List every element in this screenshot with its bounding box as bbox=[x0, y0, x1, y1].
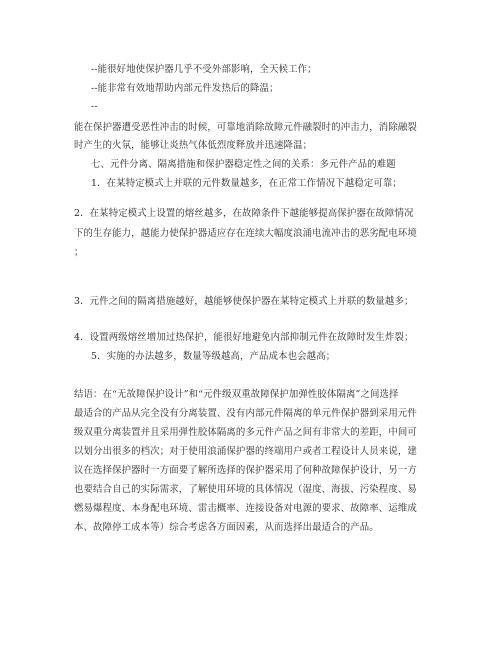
text-line: 4．设置两级熔丝增加过热保护，能很好地避免内部抑制元件在故障时发生炸裂； bbox=[74, 332, 414, 343]
conclusion-line: 最适合的产品从完全没有分离装置、没有内部元件隔离的单元件保护器到采用元件 bbox=[74, 408, 417, 419]
text-line: 能在保护器遭受恶性冲击的时候，可靠地消除故障元件融裂时的冲击力，消除融裂 bbox=[74, 122, 417, 133]
conclusion-line: 本、故障停工成本等）综合考虑各方面因素，从而选择出最适合的产品。 bbox=[74, 522, 379, 533]
text-line: 时产生的火氛，能够让炎热气体低烈度释放并迅速降温； bbox=[74, 140, 313, 151]
text-line: ； bbox=[74, 247, 84, 258]
conclusion-line: 级双重分离装置并且采用弹性胶体隔离的多元件产品之间有非常大的差距，中间可 bbox=[74, 427, 417, 438]
conclusion-line: 结语：在“无故障保护设计”和“元件级双重故障保护加弹性胶体隔离”之间选择 bbox=[74, 389, 399, 400]
conclusion-line: 以划分出很多的档次；对于使用浪涌保护器的终端用户或者工程设计人员来说，建 bbox=[74, 446, 417, 457]
conclusion-line: 也要结合自己的实际需求，了解使用环境的具体情况（湿度、海拔、污染程度、易 bbox=[74, 484, 417, 495]
text-line: --能很好地使保护器几乎不受外部影响，全天候工作； bbox=[91, 64, 317, 75]
conclusion-line: 议在选择保护器时一方面要了解所选择的保护器采用了何种故障保护设计，另一方 bbox=[74, 465, 417, 476]
text-line: 2．在某特定模式上设置的熔丝越多，在故障条件下越能够提高保护器在故障情况 bbox=[74, 208, 414, 219]
conclusion-line: 燃易爆程度、本身配电环境、雷击概率、连接设备对电源的要求、故障率、运维成 bbox=[74, 503, 417, 514]
text-line: -- bbox=[91, 101, 98, 112]
text-line: 下的生存能力，越能力使保护器适应存在连续大幅度浪涌电流冲击的恶劣配电环境 bbox=[74, 228, 417, 239]
section-heading: 七、元件分离、隔离措施和保护器稳定性之间的关系：多元件产品的难题 bbox=[91, 159, 396, 170]
text-line: --能非常有效地帮助内部元件发热后的降温； bbox=[91, 83, 279, 94]
text-line: 5．实施的办法越多，数量等级越高，产品成本也会越高； bbox=[91, 351, 336, 362]
text-line: 3．元件之间的隔离措施越好，越能够使保护器在某特定模式上并联的数量越多； bbox=[74, 296, 414, 307]
text-line: 1．在某特定模式上并联的元件数量越多，在正常工作情况下越稳定可靠； bbox=[91, 178, 402, 189]
